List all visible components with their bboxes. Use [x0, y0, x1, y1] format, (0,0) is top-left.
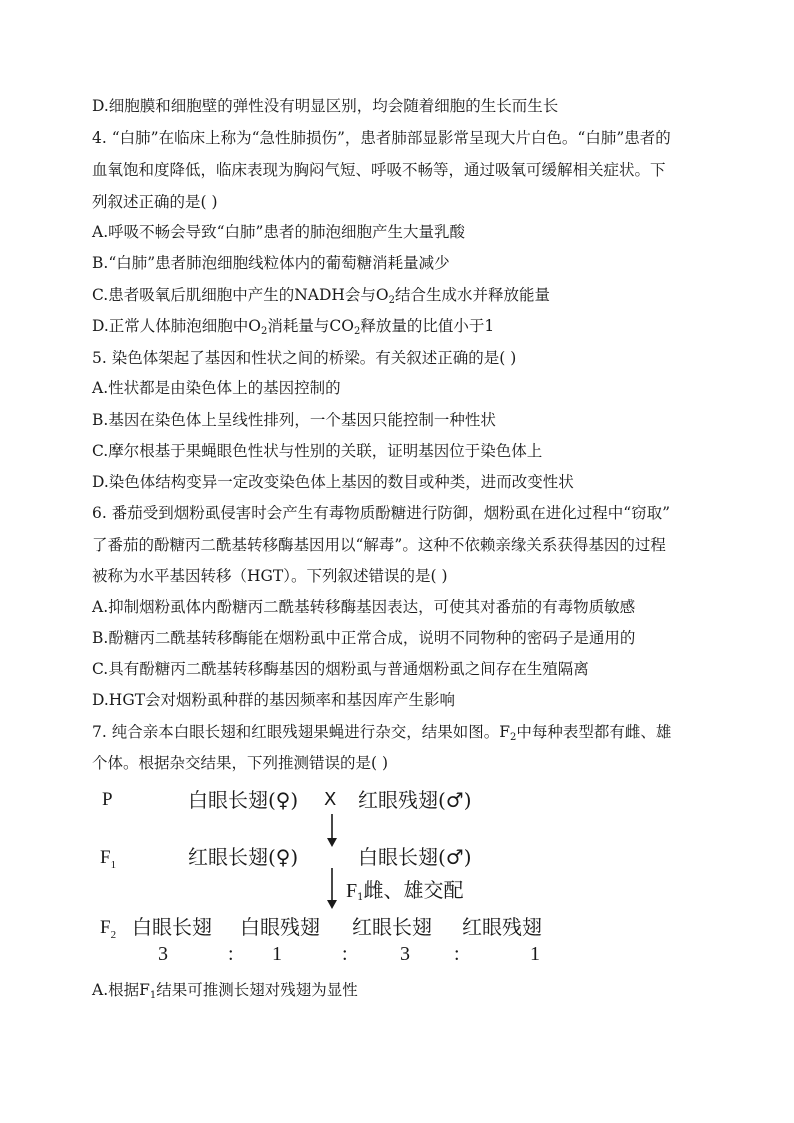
q4-option-d-pre: D.正常人体肺泡细胞中O: [92, 317, 262, 335]
q4-option-c: [92, 285, 712, 305]
p-male-phenotype: 红眼残翅(♂): [358, 788, 472, 812]
q7-stem-line1-sub: 2: [509, 732, 517, 743]
q6-option-d: D.HGT会对烟粉虱种群的基因频率和基因库产生影响: [92, 691, 456, 709]
f2-phenotype-1: 白眼长翅: [132, 915, 212, 939]
q6-option-a: A.抑制烟粉虱体内酚糖丙二酰基转移酶基因表达，可使其对番茄的有毒物质敏感: [92, 598, 636, 616]
q7-stem-line1-pre: 7. 纯合亲本白眼长翅和红眼残翅果蝇进行杂交，结果如图。F: [92, 723, 510, 741]
q6-stem-line1: 6. 番茄受到烟粉虱侵害时会产生有毒物质酚糖进行防御，烟粉虱在进化过程中“窃取”: [92, 504, 671, 522]
q5-option-d: D.染色体结构变异一定改变染色体上基因的数目或种类，进而改变性状: [92, 473, 574, 491]
f1-female-phenotype: 红眼长翅(♀): [188, 845, 299, 869]
f2-phenotype-4: 红眼残翅: [462, 915, 542, 939]
q4-option-d-sub1: 2: [261, 326, 268, 337]
ratio-value-3: 3: [400, 943, 410, 965]
f2-label-text: F: [100, 917, 111, 938]
q7-option-a-sub: 1: [149, 990, 157, 1001]
q4-option-c-pre: C.患者吸氧后肌细胞中产生的NADH会与O: [92, 286, 389, 304]
q4-option-b: B.“白肺”患者肺泡细胞线粒体内的葡萄糖消耗量减少: [92, 254, 450, 272]
q3-option-d: D.细胞膜和细胞壁的弹性没有明显区别，均会随着细胞的生长而生长: [92, 97, 559, 115]
q4-stem-line2: 血氧饱和度降低，临床表现为胸闷气短、呼吸不畅等，通过吸氧可缓解相关症状。下: [92, 161, 666, 179]
q6-stem-line2: 了番茄的酚糖丙二酰基转移酶基因用以“解毒”。这种不依赖亲缘关系获得基因的过程: [92, 536, 666, 554]
q4-option-d: [92, 316, 712, 336]
f1-note-text: F: [346, 880, 358, 902]
q7-stem-line1: [92, 722, 712, 742]
q5-option-a: A.性状都是由染色体上的基因控制的: [92, 379, 341, 397]
q4-option-c-post: 结合生成水并释放能量: [395, 286, 551, 304]
f2-label-sub: 2: [110, 929, 117, 941]
cross-symbol: X: [324, 789, 337, 810]
arrow-f1-to-f2: [324, 868, 340, 910]
cross-diagram: [92, 782, 592, 982]
f1-male-phenotype: 白眼长翅(♂): [358, 845, 472, 869]
p-female-phenotype: 白眼长翅(♀): [188, 788, 299, 812]
ratio-value-1: 3: [158, 943, 168, 965]
ratio-separator-1: :: [228, 943, 234, 965]
ratio-separator-3: :: [454, 943, 460, 965]
f2-phenotype-2: 白眼残翅: [240, 915, 320, 939]
ratio-value-2: 1: [272, 943, 282, 965]
ratio-value-4: 1: [530, 943, 540, 965]
q4-option-d-sub2: 2: [353, 326, 361, 337]
q6-option-c: C.具有酚糖丙二酰基转移酶基因的烟粉虱与普通烟粉虱之间存在生殖隔离: [92, 660, 589, 678]
f1-label-sub: 1: [110, 859, 117, 871]
q4-option-a: A.呼吸不畅会导致“白肺”患者的肺泡细胞产生大量乳酸: [92, 223, 465, 241]
q7-stem-line2: 个体。根据杂交结果，下列推测错误的是( ): [92, 754, 389, 772]
q5-option-b: B.基因在染色体上呈线性排列，一个基因只能控制一种性状: [92, 411, 496, 429]
q4-stem-line3: 列叙述正确的是( ): [92, 193, 218, 211]
generation-f2-label: [100, 916, 116, 940]
q4-option-d-mid: 消耗量与CO: [267, 317, 354, 335]
f2-phenotype-3: 红眼长翅: [352, 915, 432, 939]
q7-stem-line1-post: 中每种表型都有雌、雄: [516, 723, 672, 741]
f1-note-sub: 1: [357, 892, 364, 903]
q4-option-d-post: 释放量的比值小于1: [360, 317, 495, 335]
f1-intercross-note: [346, 878, 464, 903]
q7-option-a-post: 结果可推测长翅对残翅为显性: [156, 981, 358, 999]
f1-label-text: F: [100, 847, 111, 868]
q6-stem-line3: 被称为水平基因转移（HGT）。下列叙述错误的是( ): [92, 567, 448, 585]
q7-option-a-pre: A.根据F: [92, 981, 150, 999]
q4-stem-line1: 4. “白肺”在临床上称为“急性肺损伤”，患者肺部显影常呈现大片白色。“白肺”患者的: [92, 129, 671, 147]
f1-note-post: 雌、雄交配: [363, 878, 464, 902]
generation-f1-label: [100, 846, 116, 870]
q5-stem: 5. 染色体架起了基因和性状之间的桥梁。有关叙述正确的是( ): [92, 349, 517, 367]
q7-option-a: [92, 980, 712, 1000]
q6-option-b: B.酚糖丙二酰基转移酶能在烟粉虱中正常合成，说明不同物种的密码子是通用的: [92, 629, 636, 647]
arrow-p-to-f1: [324, 814, 340, 848]
ratio-separator-2: :: [342, 943, 348, 965]
generation-p-label: P: [102, 789, 113, 810]
q5-option-c: C.摩尔根基于果蝇眼色性状与性别的关联，证明基因位于染色体上: [92, 442, 543, 460]
q4-option-c-sub: 2: [388, 295, 396, 306]
